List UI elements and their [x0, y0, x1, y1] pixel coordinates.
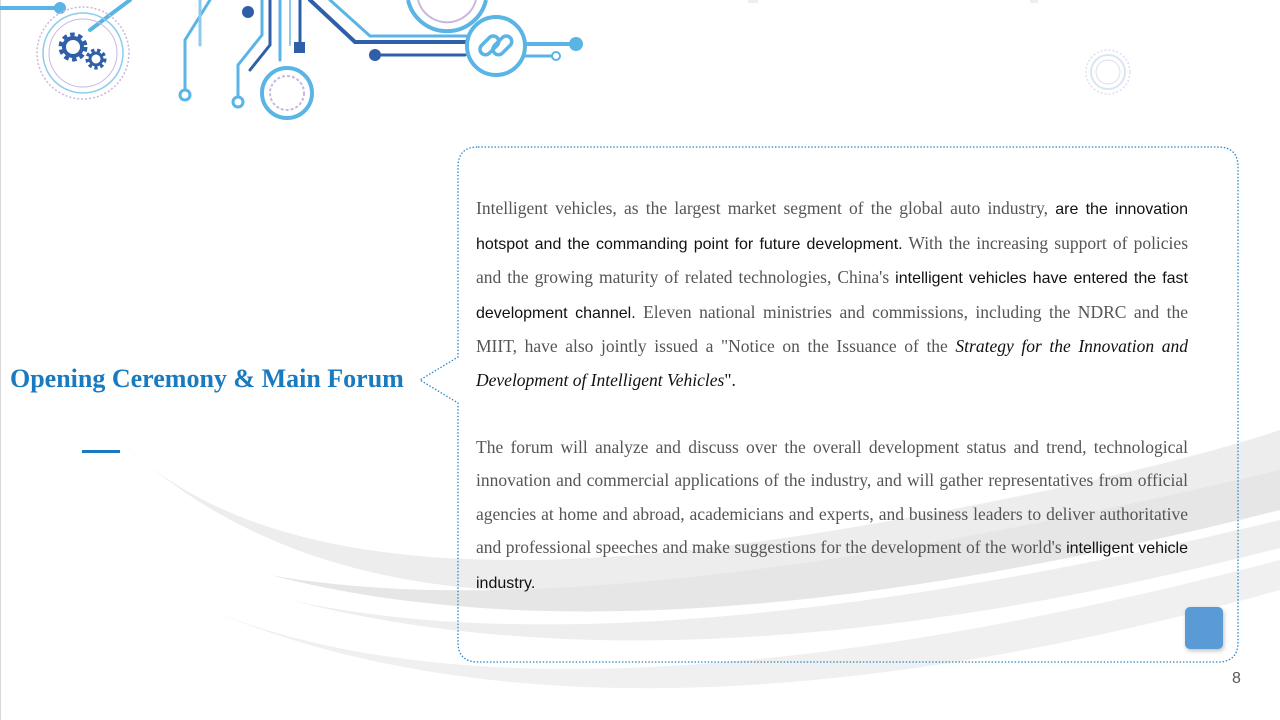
p1-strategy-title: Strategy for the Innovation and Development of Intelligent Vehicles — [476, 336, 1188, 390]
corner-square-button[interactable] — [1185, 607, 1223, 649]
ring-icon — [262, 68, 312, 118]
slide-title: Opening Ceremony & Main Forum — [10, 364, 404, 393]
p2-highlight-1: intelligent vehicle industry. — [476, 540, 1188, 592]
p1-text-1: Intelligent vehicles, as the largest market segment of the global auto industry, — [476, 198, 1056, 218]
gears-icon — [37, 7, 129, 99]
faded-ring-decoration — [1086, 50, 1130, 94]
p1-highlight-2: intelligent vehicles have entered the fast development channel. — [476, 270, 1188, 322]
top-faint-marks — [748, 0, 1038, 3]
p1-highlight-1: are the innovation hotspot and the commanding point for future development. — [476, 201, 1188, 253]
page-number: 8 — [1232, 670, 1241, 687]
p1-closing-quote: ". — [724, 369, 736, 390]
p1-text-2: With the increasing support of policies and the growing maturity of related technologies, China's — [476, 232, 1188, 288]
p1-text-3: Eleven national ministries and commissions, including the NDRC and the MIIT, have also jointly issued a "Notice on the Issuance of the — [476, 301, 1188, 357]
title-underline — [82, 450, 120, 453]
paragraph-2 — [476, 431, 1188, 601]
p2-text-1: The forum will analyze and discuss over the overall development status and trend, technological innovation and commercial applications of the industry, and will gather representatives from official agencies at home and abroad, academicians and experts, and business leaders to deliver authoritative and professional speeches and make suggestions for the development of the world's — [476, 436, 1188, 558]
chain-link-icon — [467, 17, 525, 75]
paragraph-1 — [476, 192, 1188, 398]
content-text — [476, 192, 1188, 601]
